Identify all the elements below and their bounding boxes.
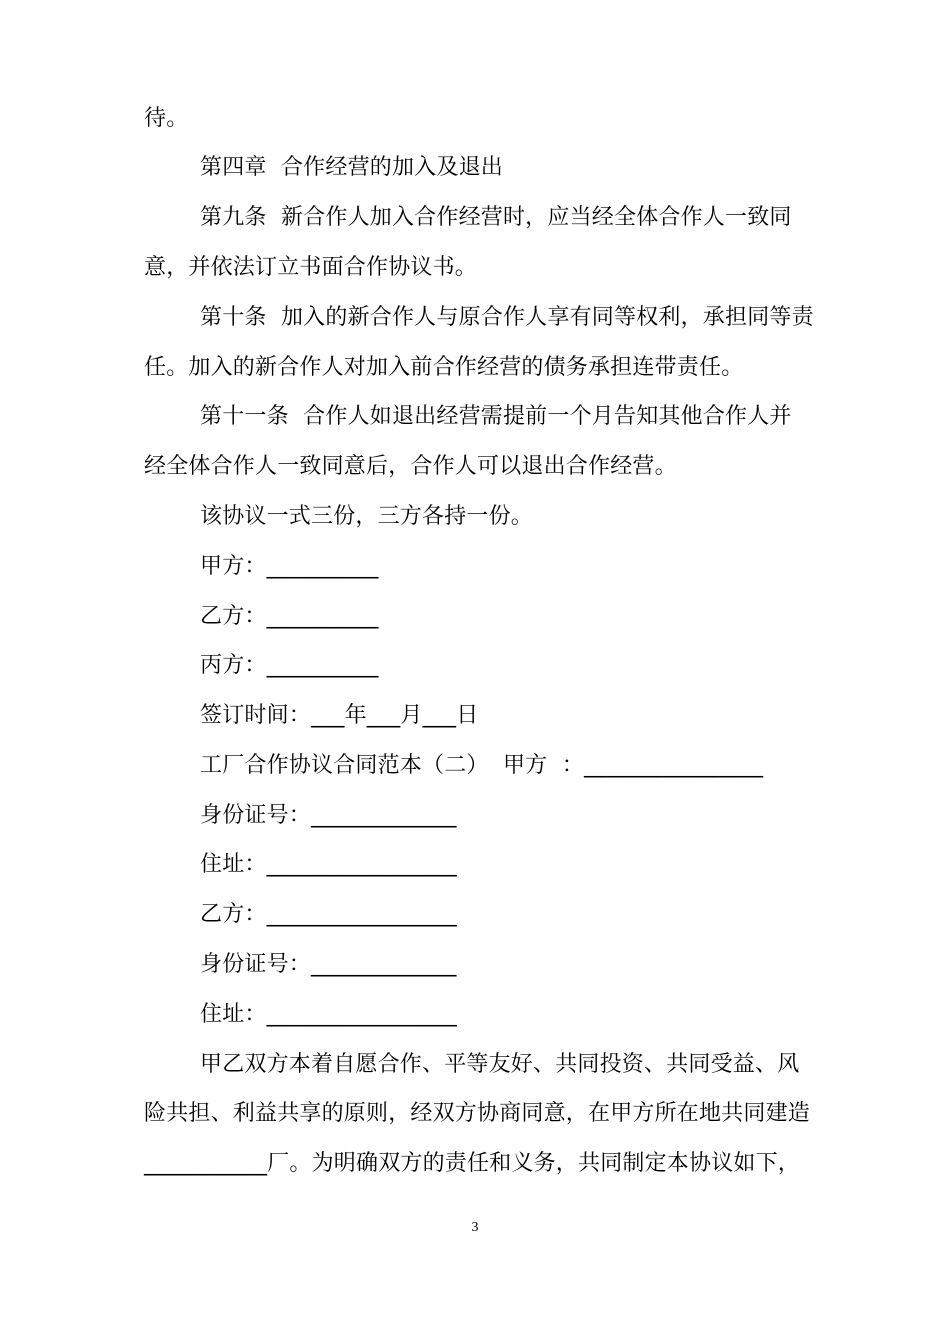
signature-line-party-b: 乙方：__________ [200, 604, 379, 629]
signature-line-party-c: 丙方：__________ [200, 653, 379, 678]
id-number-line: 身份证号：_____________ [200, 803, 457, 828]
text-line: 第十条 加入的新合作人与原合作人享有同等权利，承担同等责 [200, 305, 814, 330]
page-number: 3 [471, 1220, 479, 1235]
section-title-line: 工厂合作协议合同范本（二） 甲方 ：________________ [200, 753, 764, 778]
text-line: ___________厂。为明确双方的责任和义务，共同制定本协议如下， [144, 1151, 801, 1176]
signature-line-party-a: 甲方：__________ [200, 554, 379, 579]
text-line: 意，并依法订立书面合作协议书。 [144, 255, 478, 280]
signing-date-line: 签订时间：___年___月___日 [200, 703, 479, 728]
address-line: 住址：_________________ [200, 1002, 458, 1027]
text-line: 第九条 新合作人加入合作经营时，应当经全体合作人一致同 [200, 205, 792, 230]
text-line: 经全体合作人一致同意后，合作人可以退出合作经营。 [144, 454, 677, 479]
text-line: 该协议一式三份，三方各持一份。 [200, 504, 534, 529]
text-line: 甲乙双方本着自愿合作、平等友好、共同投资、共同受益、风 [200, 1052, 800, 1077]
party-b-line: 乙方：_________________ [200, 902, 458, 927]
id-number-line: 身份证号：_____________ [200, 952, 457, 977]
text-line: 待。 [144, 106, 189, 131]
text-line: 险共担、利益共享的原则，经双方协商同意，在甲方所在地共同建造 [144, 1101, 811, 1126]
chapter-heading: 第四章 合作经营的加入及退出 [200, 155, 503, 180]
text-line: 第十一条 合作人如退出经营需提前一个月告知其他合作人并 [200, 404, 792, 429]
address-line: 住址：_________________ [200, 852, 458, 877]
text-line: 任。加入的新合作人对加入前合作经营的债务承担连带责任。 [144, 355, 744, 380]
